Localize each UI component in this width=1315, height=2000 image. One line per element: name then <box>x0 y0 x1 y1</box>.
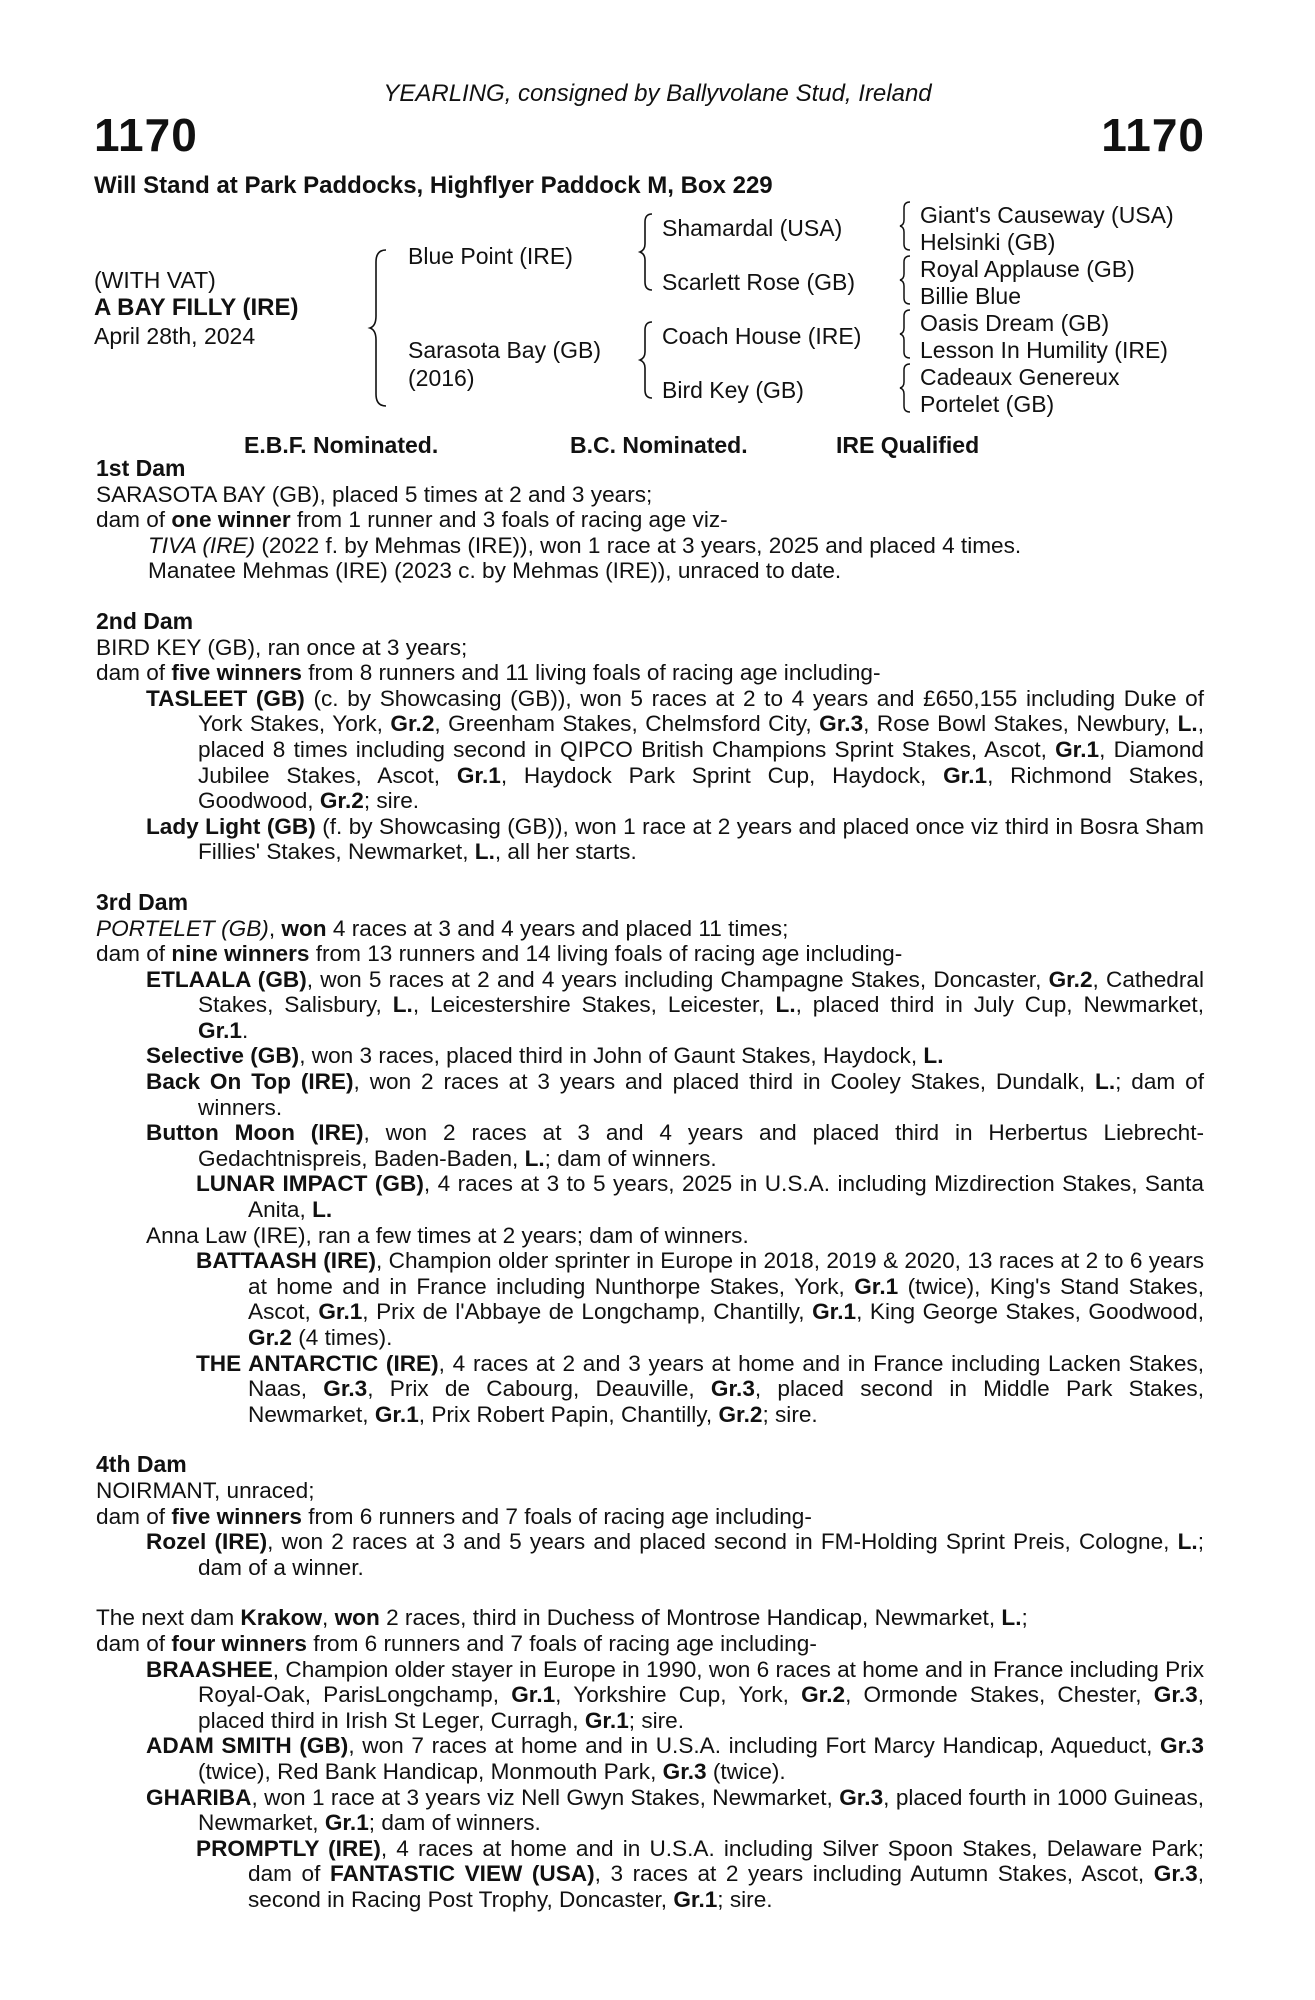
first-dam-heading: 1st Dam <box>96 455 186 481</box>
gen3-7: Cadeaux Genereux <box>920 364 1120 390</box>
second-dam-heading: 2nd Dam <box>96 607 194 634</box>
gen3-8: Portelet (GB) <box>920 391 1055 417</box>
first-dam-produce: dam of one winner from 1 runner and 3 foals of racing age viz- <box>96 507 728 533</box>
lot-name: A BAY FILLY (IRE) <box>94 294 299 321</box>
third-dam-offspring: Anna Law (IRE), ran a few times at 2 years; dam of winners. <box>146 1222 749 1248</box>
lot-number-left: 1170 <box>94 109 198 161</box>
gen3-bracket-1 <box>898 200 912 252</box>
dam-bracket <box>638 320 654 400</box>
third-dam-offspring: Button Moon (IRE), won 2 races at 3 and 4 years and placed third in Herbertus Liebrecht-Gedachtnispreis, Baden-Baden, L.; dam of winners. <box>146 1120 1204 1171</box>
sire-bracket <box>638 212 654 292</box>
ebf-nomination: E.B.F. Nominated. <box>244 432 439 458</box>
third-dam-heading: 3rd Dam <box>96 888 189 915</box>
sire-name: Blue Point (IRE) <box>408 243 573 269</box>
bc-nomination: B.C. Nominated. <box>570 432 748 458</box>
second-dam-line: BIRD KEY (GB), ran once at 3 years; <box>96 634 468 660</box>
third-dam-produce: dam of nine winners from 13 runners and 14 living foals of racing age including- <box>96 941 903 967</box>
first-dam-offspring: TIVA (IRE) (2022 f. by Mehmas (IRE)), won 1 race at 3 years, 2025 and placed 4 times. <box>148 532 1022 558</box>
second-dam-offspring: Lady Light (GB) (f. by Showcasing (GB)), won 1 race at 2 years and placed once viz third in Bosra Sham Fillies' Stakes, Newmarket, L., all her starts. <box>146 813 1204 865</box>
catalogue-subtitle: YEARLING, consigned by Ballyvolane Stud, Ireland <box>383 80 932 107</box>
next-dam-produce: dam of four winners from 6 runners and 7 foals of racing age including- <box>96 1630 817 1656</box>
gen3-5: Oasis Dream (GB) <box>920 310 1110 336</box>
vat-note: (WITH VAT) <box>94 267 216 293</box>
sire-sire: Shamardal (USA) <box>662 215 843 241</box>
third-dam-grand-offspring: BATTAASH (IRE), Champion older sprinter in Europe in 2018, 2019 & 2020, 13 races at 2 to 6 years at home and in France including Nunthorpe Stakes, York, Gr.1 (twice), King's Stand Stakes, Ascot, Gr.1, Prix de l'Abbaye de Longchamp, Chantilly, Gr.1, King George Stakes, Goodwood, Gr.2 (4 times). <box>196 1248 1205 1350</box>
next-dam-grand-offspring: PROMPTLY (IRE), 4 races at home and in U.S.A. including Silver Spoon Stakes, Delaware Park; dam of FANTASTIC VIEW (USA), 3 races at 2 years including Autumn Stakes, Ascot, Gr.3, second in Racing Post Trophy, Doncaster, Gr.1; sire. <box>196 1835 1204 1912</box>
dam-dam: Bird Key (GB) <box>662 377 804 403</box>
first-dam-line: SARASOTA BAY (GB), placed 5 times at 2 and 3 years; <box>96 481 653 507</box>
next-dam-offspring: GHARIBA, won 1 race at 3 years viz Nell Gwyn Stakes, Newmarket, Gr.3, placed fourth in 1000 Guineas, Newmarket, Gr.1; dam of winners. <box>146 1784 1205 1836</box>
gen3-1: Giant's Causeway (USA) <box>920 202 1174 228</box>
lot-number-right: 1170 <box>1101 109 1205 161</box>
gen3-bracket-4 <box>898 362 912 414</box>
gen3-3: Royal Applause (GB) <box>920 256 1135 282</box>
pedigree-bracket <box>368 248 388 408</box>
third-dam-grand-offspring: LUNAR IMPACT (GB), 4 races at 3 to 5 years, 2025 in U.S.A. including Mizdirection Stakes, Santa Anita, L. <box>196 1171 1204 1223</box>
third-dam-offspring: Selective (GB), won 3 races, placed third in John of Gaunt Stakes, Haydock, L. <box>146 1043 944 1069</box>
second-dam-produce: dam of five winners from 8 runners and 11 living foals of racing age including- <box>96 660 881 686</box>
first-dam-offspring: Manatee Mehmas (IRE) (2023 c. by Mehmas (IRE)), unraced to date. <box>148 558 842 584</box>
third-dam-line: PORTELET (GB), won 4 races at 3 and 4 years and placed 11 times; <box>96 915 789 941</box>
next-dam-line: The next dam Krakow, won 2 races, third in Duchess of Montrose Handicap, Newmarket, L.; <box>96 1605 1028 1631</box>
third-dam-offspring: Back On Top (IRE), won 2 races at 3 years and placed third in Cooley Stakes, Dundalk, L.; dam of winners. <box>146 1069 1204 1120</box>
stable-location: Will Stand at Park Paddocks, Highflyer Paddock M, Box 229 <box>94 172 773 199</box>
dam-foaled-year: (2016) <box>408 365 475 391</box>
foaling-date: April 28th, 2024 <box>94 323 256 349</box>
gen3-4: Billie Blue <box>920 283 1021 309</box>
third-dam-offspring: ETLAALA (GB), won 5 races at 2 and 4 years including Champagne Stakes, Doncaster, Gr.2, Cathedral Stakes, Salisbury, L., Leicestershire Stakes, Leicester, L., placed third in July Cup, Newmarket, Gr.1. <box>146 966 1204 1043</box>
sire-dam: Scarlett Rose (GB) <box>662 269 855 295</box>
catalogue-page-body <box>96 456 1204 1912</box>
gen3-2: Helsinki (GB) <box>920 229 1056 255</box>
dam-sire: Coach House (IRE) <box>662 323 862 349</box>
gen3-6: Lesson In Humility (IRE) <box>920 337 1168 363</box>
second-dam-offspring: TASLEET (GB) (c. by Showcasing (GB)), won 5 races at 2 to 4 years and £650,155 including Duke of York Stakes, York, Gr.2, Greenham Stakes, Chelmsford City, Gr.3, Rose Bowl Stakes, Newbury, L., placed 8 times including second in QIPCO British Champions Sprint Stakes, Ascot, Gr.1, Diamond Jubilee Stakes, Ascot, Gr.1, Haydock Park Sprint Cup, Haydock, Gr.1, Richmond Stakes, Goodwood, Gr.2; sire. <box>146 685 1205 814</box>
fourth-dam-heading: 4th Dam <box>96 1451 187 1478</box>
ire-qualification: IRE Qualified <box>836 432 980 458</box>
fourth-dam-produce: dam of five winners from 6 runners and 7 foals of racing age including- <box>96 1503 812 1529</box>
third-dam-grand-offspring: THE ANTARCTIC (IRE), 4 races at 2 and 3 years at home and in France including Lacken Stakes, Naas, Gr.3, Prix de Cabourg, Deauville, Gr.3, placed second in Middle Park Stakes, Newmarket, Gr.1, Prix Robert Papin, Chantilly, Gr.2; sire. <box>196 1350 1204 1427</box>
dam-name: Sarasota Bay (GB) <box>408 337 602 363</box>
fourth-dam-line: NOIRMANT, unraced; <box>96 1477 315 1503</box>
gen3-bracket-2 <box>898 254 912 306</box>
next-dam-offspring: ADAM SMITH (GB), won 7 races at home and in U.S.A. including Fort Marcy Handicap, Aqueduct, Gr.3 (twice), Red Bank Handicap, Monmouth Park, Gr.3 (twice). <box>146 1733 1204 1784</box>
next-dam-offspring: BRAASHEE, Champion older stayer in Europe in 1990, won 6 races at home and in France including Prix Royal-Oak, ParisLongchamp, Gr.1, Yorkshire Cup, York, Gr.2, Ormonde Stakes, Chester, Gr.3, placed third in Irish St Leger, Curragh, Gr.1; sire. <box>146 1656 1205 1733</box>
fourth-dam-offspring: Rozel (IRE), won 2 races at 3 and 5 years and placed second in FM-Holding Sprint Preis, Cologne, L.; dam of a winner. <box>146 1529 1204 1580</box>
gen3-bracket-3 <box>898 308 912 360</box>
